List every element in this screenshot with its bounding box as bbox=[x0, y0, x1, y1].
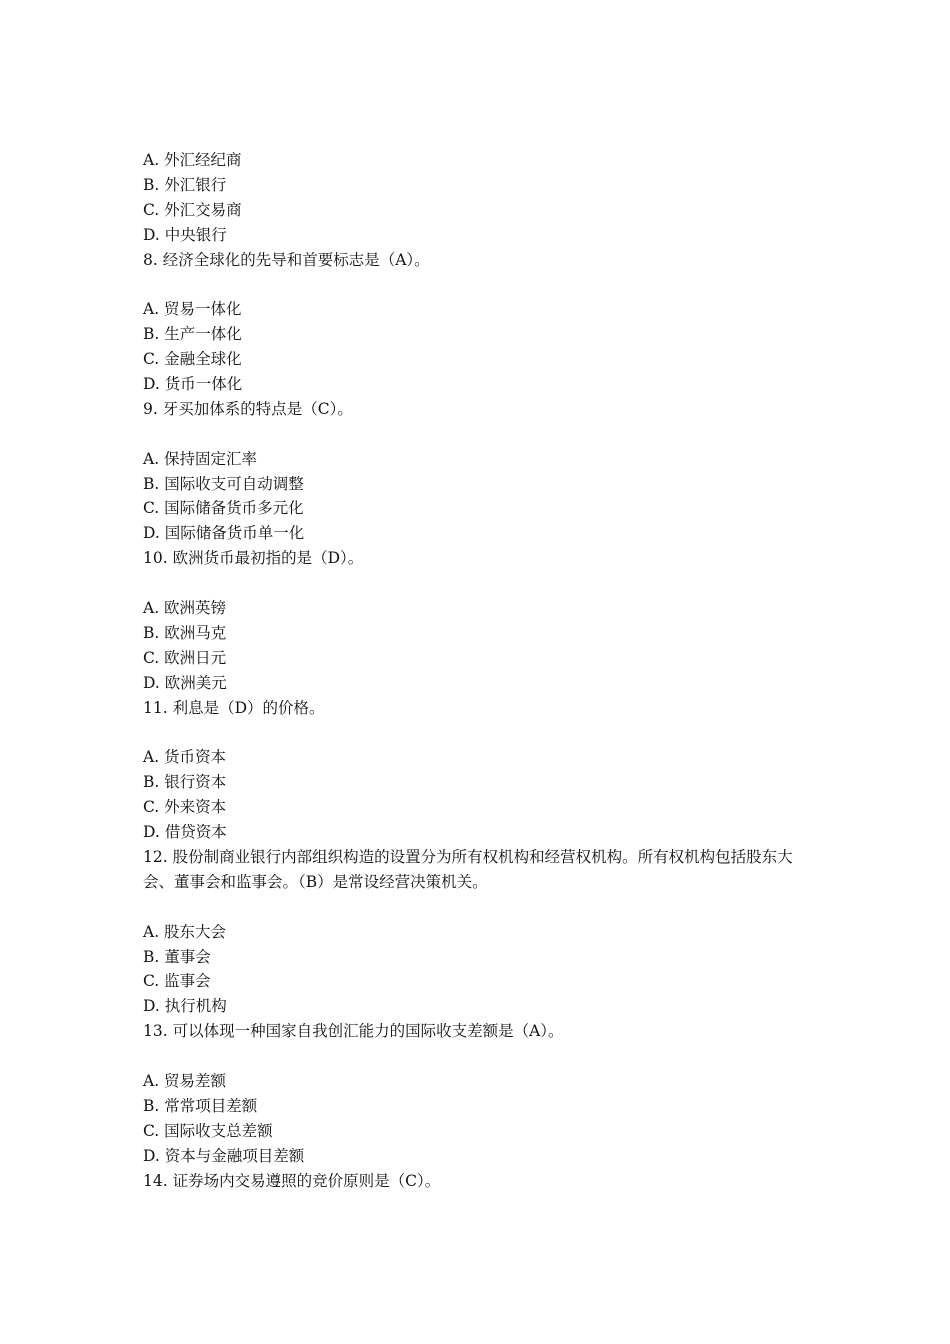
option-c: C. 金融全球化 bbox=[143, 350, 242, 369]
blank-line bbox=[143, 571, 823, 596]
option-c: C. 监事会 bbox=[143, 972, 211, 991]
option-b: B. 外汇银行 bbox=[143, 175, 227, 194]
option-d: D. 资本与金融项目差额 bbox=[143, 1146, 305, 1165]
option-c: C. 外来资本 bbox=[143, 798, 227, 817]
option-b: B. 银行资本 bbox=[143, 773, 227, 792]
option-a: A. 贸易差额 bbox=[143, 1071, 227, 1090]
question-10: 10. 欧洲货币最初指的是（D）。 bbox=[143, 549, 364, 568]
question-14: 14. 证券场内交易遵照的竞价原则是（C）。 bbox=[143, 1171, 441, 1190]
option-a: A. 保持固定汇率 bbox=[143, 449, 258, 468]
option-c: C. 外汇交易商 bbox=[143, 200, 242, 219]
option-a: A. 股东大会 bbox=[143, 922, 227, 941]
option-b: B. 生产一体化 bbox=[143, 325, 242, 344]
option-d: D. 执行机构 bbox=[143, 997, 227, 1016]
option-b: B. 董事会 bbox=[143, 947, 211, 966]
document-body bbox=[143, 148, 823, 1193]
blank-line bbox=[143, 422, 823, 447]
blank-line bbox=[143, 895, 823, 920]
option-d: D. 欧洲美元 bbox=[143, 673, 227, 692]
blank-line bbox=[143, 720, 823, 745]
option-d: D. 货币一体化 bbox=[143, 375, 243, 394]
question-9: 9. 牙买加体系的特点是（C）。 bbox=[143, 399, 353, 418]
option-d: D. 中央银行 bbox=[143, 225, 227, 244]
question-13: 13. 可以体现一种国家自我创汇能力的国际收支差额是（A）。 bbox=[143, 1022, 564, 1041]
question-8: 8. 经济全球化的先导和首要标志是（A）。 bbox=[143, 250, 430, 269]
question-11: 11. 利息是（D）的价格。 bbox=[143, 698, 325, 717]
option-b: B. 常常项目差额 bbox=[143, 1096, 258, 1115]
option-c: C. 欧洲日元 bbox=[143, 648, 227, 667]
blank-line bbox=[143, 272, 823, 297]
option-c: C. 国际储备货币多元化 bbox=[143, 499, 304, 518]
option-a: A. 欧洲英镑 bbox=[143, 599, 227, 618]
option-b: B. 欧洲马克 bbox=[143, 623, 227, 642]
option-a: A. 贸易一体化 bbox=[143, 300, 242, 319]
blank-line bbox=[143, 1044, 823, 1069]
question-12: 12. 股份制商业银行内部组织构造的设置分为所有权机构和经营权机构。所有权机构包括股东大会、董事会和监事会。（B）是常设经营决策机关。 bbox=[143, 847, 793, 891]
option-a: A. 货币资本 bbox=[143, 748, 227, 767]
option-d: D. 国际储备货币单一化 bbox=[143, 524, 305, 543]
option-a: A. 外汇经纪商 bbox=[143, 151, 242, 169]
option-b: B. 国际收支可自动调整 bbox=[143, 474, 304, 493]
option-d: D. 借贷资本 bbox=[143, 823, 227, 842]
option-c: C. 国际收支总差额 bbox=[143, 1121, 273, 1140]
